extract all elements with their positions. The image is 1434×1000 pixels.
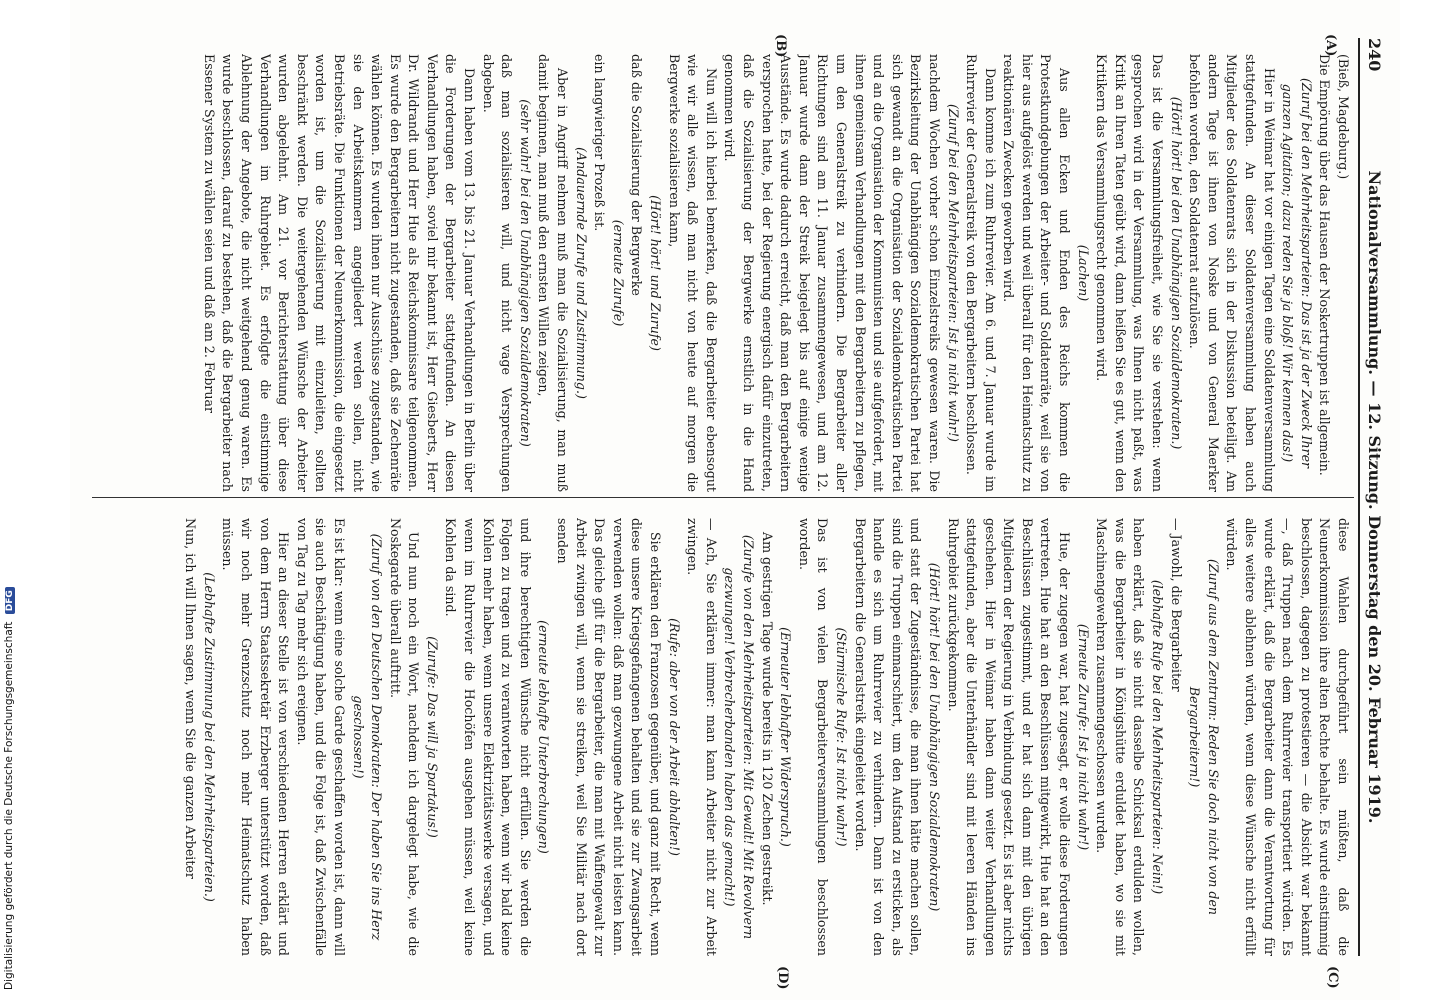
text-paragraph: Das ist die Versammlungsfreiheit, wie Sie sie verstehen: wenn gesprochen wird in der Versammlung, was Ihnen nicht paßt, was Kritik an Ihren Taten geübt wird, dann heißen Sie es gut, wenn den Kritikern das Versammlungsrecht genommen wird. xyxy=(1094,54,1166,492)
interjection-paragraph: (erneute lebhafte Unterbrechungen) xyxy=(536,620,552,854)
text-paragraph: Dann komme ich zum Ruhrrevier. Am 6. und 7. Januar wurde im Ruhrrevier der Generalstreik von den Bergarbeitern beschlossen. xyxy=(964,54,998,492)
column-divider xyxy=(92,497,1354,498)
text-paragraph: Es ist klar: wenn eine solche Garde geschaffen worden ist, dann will sie auch Beschäftigung haben, und die Folge ist, daß Zwischenfälle von Tag zu Tag mehr sich ereignen. xyxy=(294,518,347,956)
margin-marker-a: (A) xyxy=(1323,34,1338,57)
interjection-paragraph: (Hört! hört! bei den Unabhängigen Sozialdemokraten.) xyxy=(1168,96,1184,450)
interjection-paragraph: (Zuruf bei den Mehrheitsparteien: Das ist ja der Zweck Ihrer ganzen Agitation; dazu reden Sie ja bloß! Wir kennen das!) xyxy=(1280,77,1314,469)
interjection-paragraph: (Zuruf bei den Mehrheitsparteien: Ist ja nicht wahr!) xyxy=(945,104,961,442)
text-paragraph: haben erklärt, daß sie nicht dasselbe Schicksal erdulden wollen, was die Bergarbeiter in Königshütte erduldet haben, wo sie mit Maschinengewehren zusammengeschossen wurden. xyxy=(1094,518,1147,956)
interjection-paragraph: (erneute Zurufe) xyxy=(610,219,626,327)
interjection-paragraph: (Zurufe: Das will ja Spartakus!) xyxy=(424,636,440,838)
digitization-credit xyxy=(0,0,22,1000)
text-paragraph: Dann haben vom 13. bis 21. Januar Verhandlungen in Berlin über die Forderungen der Bergarbeiter stattgefunden. An diesen Verhandlungen haben, soviel mir bekannt ist, Herr Giesberts, Herr Dr. Wildrandt und Herr Hue als Reichskommissare teilgenommen. Es wurde den Bergarbeitern nicht zugestanden, daß sie Zechenräte wählen können. Es wurden ihnen nur Ausschüsse zugestanden, wie sie den Arbeitskammern angegliedert werden sollen, nicht Betriebsräte. Die Funktionen der Neunerkommission, die eingesetzt worden ist, um die Sozialisierung mit einzuleiten, sollten beschränkt werden. Die weitergehenden Wünsche der Arbeiter wurden abgelehnt. Am 21. vor Berichterstattung über diese Verhandlungen im Ruhrgebiet. Es erfolgte die einstimmige Ablehnung der Angebote, die nicht weitgehend genug waren. Es wurde beschlossen, darauf zu bestehen, daß die Bergarbeiter nach Essener System zu wählen seien und daß am 2. Februar xyxy=(201,54,478,492)
interjection-paragraph: (lebhafte Rufe bei den Mehrheitsparteien: Nein!) xyxy=(1150,579,1166,895)
interjection-paragraph: (Zuruf aus dem Zentrum: Reden Sie doch nicht von den Bergarbeitern!) xyxy=(1187,558,1221,916)
interjection-paragraph: (Rufe: aber von der Arbeit abhalten!) xyxy=(666,618,682,856)
text-paragraph: und statt der Zugeständnisse, die man ihnen hätte machen sollen, sind die Truppen einmarschiert, um den Aufstand zu ersticken, als handle es sich um Ruhrrevier zu verhindern. Dann ist von den Bergarbeitern die Generalstreik eingeleitet worden. xyxy=(852,518,924,956)
interjection-paragraph: (Lachen) xyxy=(1075,244,1091,302)
credit-text: Digitalisierung gefördert durch die Deutsche Forschungsgemeinschaft xyxy=(3,621,15,990)
dfg-logo: DFG xyxy=(5,587,15,614)
left-text-column xyxy=(92,54,1352,492)
text-paragraph: Am gestrigen Tage wurde bereits in 120 Zechen gestreikt. xyxy=(759,532,775,906)
text-paragraph: nachdem Wochen vorher schon Einzelstreiks gewesen waren. Die Bezirksleitung der Unabhängigen Sozialdemokratischen Partei hat sich gewandt an die Organisation der Sozialdemokratischen Partei und an die Organisation der Kommunisten und sie aufgefordert, mit ihnen gemeinsam Verhandlungen mit den Bergarbeitern zu pflegen, um den Generalstreik zu verhindern. Die Bergarbeiter aller Richtungen sind am 11. Januar zusammengewesen, und am 12. Januar wurde dann der Streik beigelegt bis auf einige wenige Ausstände. Es wurde dadurch erreicht, daß man den Bergarbeitern versprochen hatte, bei der Regierung energisch dafür einzutreten, daß die Sozialisierung der Bergwerke ernstlich in die Hand genommen wird. xyxy=(722,54,942,492)
interjection-paragraph: (Erneuter lebhafter Widerspruch.) xyxy=(778,627,794,847)
interjection-paragraph: (Hört! hört! und Zurufe) xyxy=(648,195,664,351)
document-page xyxy=(70,0,1400,1000)
text-paragraph: Hier in Weimar hat vor einigen Tagen eine Soldatenversammlung stattgefunden. An dieser Soldatenversammlung haben auch Mitglieder des Soldatenrats sich in der Diskussion beteiligt. Am andern Tage ist ihnen von Noske und von General Maerker befohlen worden, den Soldatenrat aufzulösen. xyxy=(1187,54,1277,492)
interjection-paragraph: (Andauernde Zurufe und Zustimmung.) xyxy=(573,147,589,399)
text-paragraph: — Ach, Sie erklären immer: man kann Arbeiter nicht zur Arbeit zwingen. xyxy=(685,518,719,956)
interjection-paragraph: (Lebhafte Zustimmung bei den Mehrheitsparteien.) xyxy=(201,572,217,902)
text-paragraph: Aber in Angriff nehmen muß man die Sozialisierung, man muß damit beginnen, man muß den ernsten Willen zeigen, xyxy=(536,54,571,492)
text-paragraph: und ihre berechtigten Wünsche nicht erfüllen. Sie werden die Folgen zu tragen und zu verantworten haben, wenn wir bald keine Kohlen mehr haben, wenn unsere Elektrizitätswerke versagen, und wenn im Ruhrrevier die Hochöfen ausgehen müssen, weil keine Kohlen da sind. xyxy=(443,518,533,956)
margin-marker-b: (B) xyxy=(773,34,788,58)
text-paragraph: diese Wahlen durchgeführt sein müßten, daß die Neunerkommission ihre alten Rechte behalte. Es wurde einstimmig beschlossen, dagegen zu protestieren — die Absicht war bekannt —, daß Truppen nach dem Ruhrrevier transportiert würden. Es wurde erklärt, daß die Bergarbeiter dann die Verantwortung für alles weitere ablehnen würden, wenn diese Wünsche nicht erfüllt würden. xyxy=(1224,518,1351,956)
right-text-column xyxy=(92,518,1352,956)
interjection-paragraph: (Hört! hört! bei den Unabhängigen Sozialdemokraten) xyxy=(926,562,942,912)
running-title: Nationalversammlung. — 12. Sitzung. Donnerstag den 20. Februar 1919. xyxy=(1365,170,1384,824)
page-number: 240 xyxy=(1365,38,1384,72)
text-paragraph: Und nun noch ein Wort, nachdem ich dargelegt habe, wie die Noskegarde überall auftritt. xyxy=(387,518,422,956)
text-paragraph: Hue, der zugegen war, hat zugesagt, er wolle diese Forderungen vertreten. Hue hat an den Beschlüssen mitgewirkt, Hue hat an den Beschlüssen zugestimmt, und er hat sich dann mit den übrigen Mitgliedern der Regierung in Verbindung gesetzt. Es ist aber nichts geschehen. Hier in Weimar haben dann weiter Verhandlungen stattgefunden, aber die Unterhändler sind mit leeren Händen ins Ruhrgebiet zurückgekommen. xyxy=(945,518,1073,956)
header-rule xyxy=(1358,38,1360,956)
text-paragraph: ein langwieriger Prozeß ist. xyxy=(592,54,608,232)
interjection-paragraph: (Stürmische Rufe: Ist nicht wahr!) xyxy=(833,627,849,847)
interjection-paragraph: (sehr wahr! bei den Unabhängigen Sozialdemokraten) xyxy=(517,99,533,447)
margin-marker-c: (C) xyxy=(1325,966,1340,989)
text-paragraph: Nun, ich will Ihnen sagen, wenn Sie die ganzen Arbeiter xyxy=(183,518,199,879)
text-paragraph: daß man sozialisieren will, und nicht vage Versprechungen abgeben. xyxy=(480,54,515,492)
interjection-paragraph: (Zurufe von den Mehrheitsparteien: Mit Gewalt! Mit Revolvern gezwungen! Verbrecherbanden haben das gemacht!) xyxy=(722,534,756,940)
text-paragraph: Die Empörung über das Hausen der Noskertruppen ist allgemein. xyxy=(1317,54,1333,476)
text-paragraph: — Jawohl, die Bergarbeiter xyxy=(1168,518,1184,692)
text-paragraph: (Bieß, Magdeburg.) xyxy=(1336,54,1351,180)
text-paragraph: Das ist von vielen Bergarbeiterversammlungen beschlossen worden. xyxy=(796,518,831,956)
interjection-paragraph: (Erneute Zurufe: Ist ja nicht wahr!) xyxy=(1075,623,1091,851)
text-paragraph: Nun will ich hierbei bemerken, daß die Bergarbeiter ebensogut wie wir alle wissen, daß man nicht von heute auf morgen die Bergwerke sozialisieren kann, xyxy=(666,54,719,492)
text-paragraph: daß die Sozialisierung der Bergwerke xyxy=(629,54,645,296)
text-paragraph: Aus allen Ecken und Enden des Reichs kommen die Protestkundgebungen der Arbeiter- und Soldatenräte, weil sie von hier aus aufgelöst werden und weil überall für den Heimatschutz zu reaktionären Zwecken geworben wird. xyxy=(1001,54,1073,492)
interjection-paragraph: (Zuruf von den Deutschen Demokraten: Der haben Sie ins Herz geschossen!) xyxy=(350,533,385,941)
text-paragraph: Hier an dieser Stelle ist von verschiedenen Herren erklärt und von dem Herrn Staatssekretär Erzberger unterstützt worden, daß wir noch mehr Grenzschutz noch mehr Heimatschutz haben müssen. xyxy=(220,518,292,956)
margin-marker-d: (D) xyxy=(775,966,790,990)
page-header xyxy=(1358,38,1388,956)
text-paragraph: Sie erklären den Franzosen gegenüber, und ganz mit Recht, wenn diese unsere Kriegsgefangenen behalten und sie zur Zwangsarbeit verwenden wollen: daß man gezwungene Arbeit nicht leisten kann. Das gleiche gilt für die Bergarbeiter, die man mit Waffengewalt zur Arbeit zwingen will, wenn sie streiken, weil Sie Militär nach dort senden xyxy=(555,518,664,956)
